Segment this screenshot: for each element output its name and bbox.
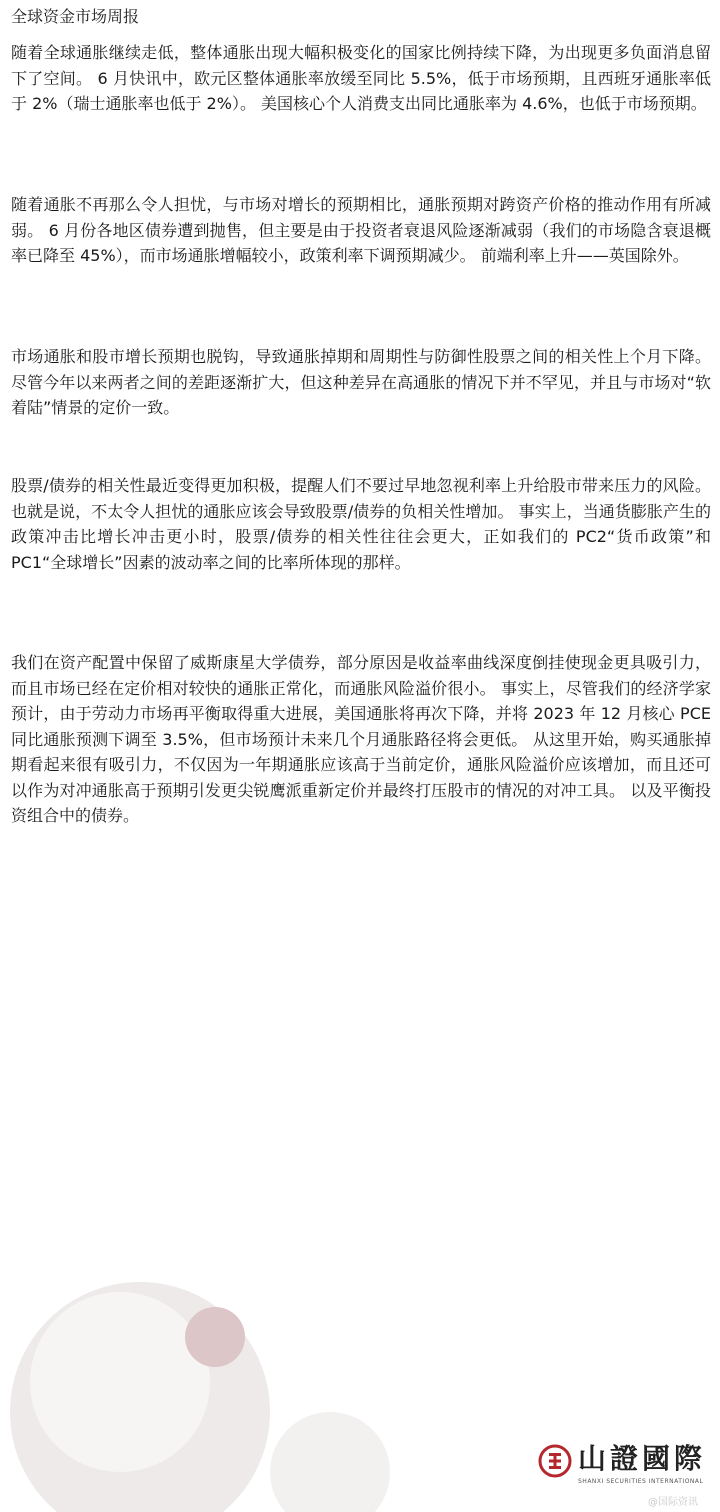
seal-icon xyxy=(538,1444,572,1478)
decor-circle-inner xyxy=(30,1292,210,1472)
decor-circle-right xyxy=(270,1412,390,1512)
decor-circle-pink xyxy=(185,1307,245,1367)
paragraph-3: 市场通胀和股市增长预期也脱钩，导致通胀掉期和周期性与防御性股票之间的相关性上个月下降。 尽管今年以来两者之间的差距逐渐扩大，但这种差异在高通胀的情况下并不罕见，并且与市场对“软着陆”情景的定价一致。 xyxy=(11,347,711,417)
decorative-circles xyxy=(0,1212,420,1512)
logo-name: 山證國際 xyxy=(578,1442,707,1475)
paragraph-4: 股票/债券的相关性最近变得更加积极，提醒人们不要过早地忽视利率上升给股市带来压力的风险。 也就是说，不太令人担忧的通胀应该会导致股票/债券的负相关性增加。 事实上，当通货膨胀产生的政策冲击比增长冲击更小时，股票/债券的相关性往往会更大，正如我们的 PC2“货币政策”和 PC1“全球增长”因素的波动率之间的比率所体现的那样。 xyxy=(11,476,711,572)
page-title: 全球资金市场周报 xyxy=(11,7,140,26)
paragraph-2: 随着通胀不再那么令人担忧，与市场对增长的预期相比，通胀预期对跨资产价格的推动作用有所减弱。 6 月份各地区债券遭到抛售，但主要是由于投资者衰退风险逐渐减弱（我们的市场隐含衰退概率已降至 45%），而市场通胀增幅较小，政策利率下调预期减少。 前端利率上升——英国除外。 xyxy=(11,195,711,265)
watermark: @国际资讯 xyxy=(648,1497,698,1508)
paragraph-1: 随着全球通胀继续走低，整体通胀出现大幅积极变化的国家比例持续下降，为出现更多负面消息留下了空间。 6 月快讯中，欧元区整体通胀率放缓至同比 5.5%，低于市场预期，且西班牙通胀率低于 2%（瑞士通胀率也低于 2%）。 美国核心个人消费支出同比通胀率为 4.6%，也低于市场预期。 xyxy=(11,43,711,113)
company-logo xyxy=(538,1442,708,1494)
logo-subtitle: SHANXI SECURITIES INTERNATIONAL xyxy=(578,1478,704,1485)
paragraph-5: 我们在资产配置中保留了威斯康星大学债券，部分原因是收益率曲线深度倒挂使现金更具吸引力，而且市场已经在定价相对较快的通胀正常化，而通胀风险溢价很小。 事实上，尽管我们的经济学家预计，由于劳动力市场再平衡取得重大进展，美国通胀将再次下降，并将 2023 年 12 月核心 PCE 同比通胀预测下调至 3.5%，但市场预计未来几个月通胀路径将会更低。 从这里开始，购买通胀掉期看起来很有吸引力，不仅因为一年期通胀应该高于当前定价，通胀风险溢价应该增加，而且还可以作为对冲通胀高于预期引发更尖锐鹰派重新定价并最终打压股市的情况的对冲工具。 以及平衡投资组合中的债券。 xyxy=(11,653,711,825)
